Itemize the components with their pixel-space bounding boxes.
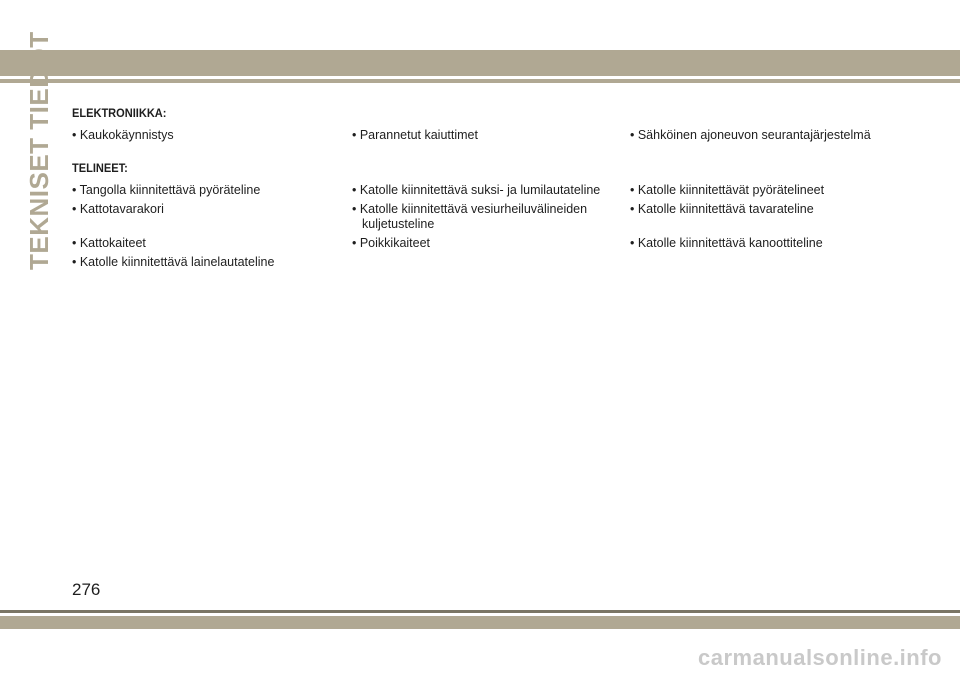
list-item: • Katolle kiinnitettävät pyörätelineet	[630, 183, 825, 197]
list-item	[630, 255, 920, 270]
page-number: 276	[72, 580, 101, 599]
list-item: • Katolle kiinnitettävä kanoottiteline	[630, 236, 823, 250]
list-item: • Poikkikaiteet	[352, 236, 431, 250]
list-item: • Kattotavarakori	[72, 202, 164, 216]
list-item: • Tangolla kiinnitettävä pyöräteline	[72, 183, 261, 197]
list-item: • Katolle kiinnitettävä suksi- ja lumilautateline	[352, 183, 601, 197]
list-item	[352, 255, 630, 270]
footer-rule	[0, 610, 960, 613]
list-item: • Katolle kiinnitettävä lainelautateline	[72, 255, 275, 269]
section-side-title: TEKNISET TIEDOT	[24, 31, 54, 270]
list-row	[72, 202, 932, 232]
list-item: • Katolle kiinnitettävä vesiurheiluvälineiden kuljetusteline	[352, 202, 588, 231]
header-band	[0, 50, 960, 76]
header-rule	[0, 79, 960, 83]
list-row	[72, 128, 932, 143]
list-item: • Kaukokäynnistys	[72, 128, 174, 142]
list-item: • Kattokaiteet	[72, 236, 146, 250]
footer-band	[0, 616, 960, 629]
section-title-racks: TELINEET:	[72, 161, 128, 175]
list-row	[72, 255, 932, 270]
list-item: • Sähköinen ajoneuvon seurantajärjestelmä	[630, 128, 871, 142]
page-content	[72, 106, 932, 274]
watermark-text: carmanualsonline.info	[698, 645, 942, 670]
list-row	[72, 183, 932, 198]
section-title-electronics: ELEKTRONIIKKA:	[72, 106, 167, 120]
list-item: • Katolle kiinnitettävä tavarateline	[630, 202, 814, 216]
list-row	[72, 236, 932, 251]
list-item: • Parannetut kaiuttimet	[352, 128, 478, 142]
